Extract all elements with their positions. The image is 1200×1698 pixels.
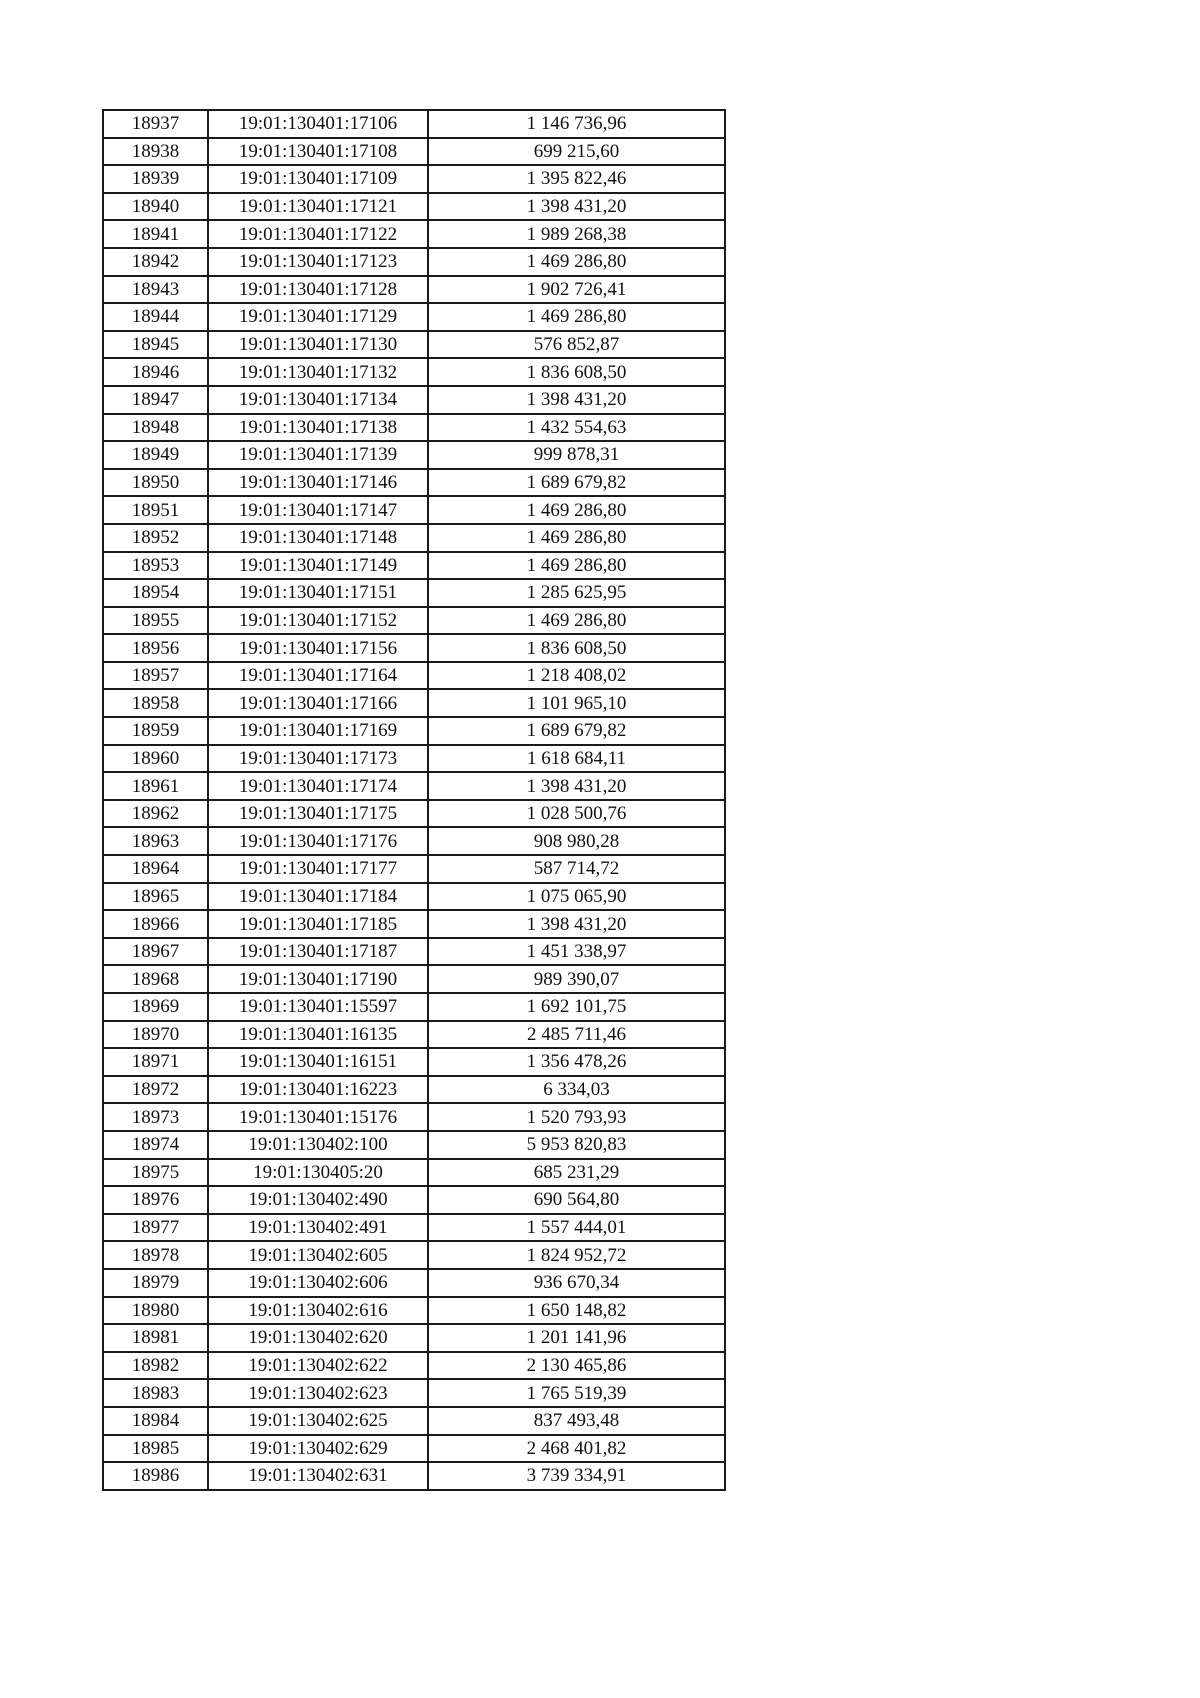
value-cell: 1 395 822,46 (428, 165, 725, 193)
table-row (103, 938, 725, 966)
value-cell: 1 765 519,39 (428, 1379, 725, 1407)
cadastral-number-cell: 19:01:130401:17177 (208, 855, 428, 883)
value-cell: 1 902 726,41 (428, 276, 725, 304)
value-cell: 1 520 793,93 (428, 1103, 725, 1131)
value-cell: 1 398 431,20 (428, 386, 725, 414)
table-row (103, 552, 725, 580)
table-row (103, 193, 725, 221)
value-cell: 587 714,72 (428, 855, 725, 883)
cadastral-number-cell: 19:01:130401:17139 (208, 441, 428, 469)
cadastral-number-cell: 19:01:130401:17129 (208, 303, 428, 331)
table-row (103, 110, 725, 138)
table-row (103, 1048, 725, 1076)
table-row (103, 496, 725, 524)
cadastral-number-cell: 19:01:130402:616 (208, 1297, 428, 1325)
cadastral-number-cell: 19:01:130402:622 (208, 1352, 428, 1380)
cadastral-number-cell: 19:01:130402:490 (208, 1186, 428, 1214)
value-cell: 1 451 338,97 (428, 938, 725, 966)
cadastral-number-cell: 19:01:130401:17164 (208, 662, 428, 690)
table-row (103, 1131, 725, 1159)
value-cell: 1 689 679,82 (428, 469, 725, 497)
value-cell: 908 980,28 (428, 827, 725, 855)
value-cell: 699 215,60 (428, 138, 725, 166)
cadastral-number-cell: 19:01:130401:17166 (208, 689, 428, 717)
cadastral-number-cell: 19:01:130401:17152 (208, 607, 428, 635)
table-row (103, 386, 725, 414)
row-number-cell: 18962 (103, 800, 208, 828)
value-cell: 1 432 554,63 (428, 414, 725, 442)
value-cell: 1 469 286,80 (428, 607, 725, 635)
value-cell: 6 334,03 (428, 1076, 725, 1104)
cadastral-number-cell: 19:01:130402:623 (208, 1379, 428, 1407)
cadastral-number-cell: 19:01:130401:17123 (208, 248, 428, 276)
row-number-cell: 18948 (103, 414, 208, 442)
value-cell: 1 692 101,75 (428, 993, 725, 1021)
value-cell: 1 989 268,38 (428, 220, 725, 248)
row-number-cell: 18945 (103, 331, 208, 359)
value-cell: 1 356 478,26 (428, 1048, 725, 1076)
table-row (103, 1269, 725, 1297)
row-number-cell: 18944 (103, 303, 208, 331)
row-number-cell: 18985 (103, 1435, 208, 1463)
row-number-cell: 18960 (103, 745, 208, 773)
cadastral-number-cell: 19:01:130401:16135 (208, 1021, 428, 1049)
cadastral-number-cell: 19:01:130401:15176 (208, 1103, 428, 1131)
cadastral-number-cell: 19:01:130401:16223 (208, 1076, 428, 1104)
cadastral-number-cell: 19:01:130401:17184 (208, 883, 428, 911)
cadastral-number-cell: 19:01:130401:17174 (208, 772, 428, 800)
table-body (103, 110, 725, 1490)
value-cell: 1 824 952,72 (428, 1241, 725, 1269)
value-cell: 1 398 431,20 (428, 910, 725, 938)
cadastral-number-cell: 19:01:130401:17109 (208, 165, 428, 193)
cadastral-number-cell: 19:01:130401:17106 (208, 110, 428, 138)
table-row (103, 910, 725, 938)
row-number-cell: 18942 (103, 248, 208, 276)
value-cell: 1 285 625,95 (428, 579, 725, 607)
value-cell: 999 878,31 (428, 441, 725, 469)
cadastral-number-cell: 19:01:130401:17146 (208, 469, 428, 497)
row-number-cell: 18979 (103, 1269, 208, 1297)
cadastral-number-cell: 19:01:130401:17176 (208, 827, 428, 855)
row-number-cell: 18986 (103, 1462, 208, 1490)
value-cell: 1 618 684,11 (428, 745, 725, 773)
table-row (103, 662, 725, 690)
table-row (103, 1352, 725, 1380)
value-cell: 2 485 711,46 (428, 1021, 725, 1049)
table-row (103, 745, 725, 773)
row-number-cell: 18938 (103, 138, 208, 166)
value-cell: 1 557 444,01 (428, 1214, 725, 1242)
table-row (103, 331, 725, 359)
table-row (103, 303, 725, 331)
table-row (103, 1214, 725, 1242)
table-row (103, 358, 725, 386)
table-row (103, 1379, 725, 1407)
table-row (103, 276, 725, 304)
value-cell: 1 218 408,02 (428, 662, 725, 690)
row-number-cell: 18983 (103, 1379, 208, 1407)
row-number-cell: 18952 (103, 524, 208, 552)
cadastral-number-cell: 19:01:130401:17148 (208, 524, 428, 552)
row-number-cell: 18954 (103, 579, 208, 607)
table-row (103, 772, 725, 800)
row-number-cell: 18974 (103, 1131, 208, 1159)
value-cell: 1 836 608,50 (428, 358, 725, 386)
value-cell: 1 028 500,76 (428, 800, 725, 828)
row-number-cell: 18980 (103, 1297, 208, 1325)
row-number-cell: 18976 (103, 1186, 208, 1214)
row-number-cell: 18963 (103, 827, 208, 855)
value-cell: 1 650 148,82 (428, 1297, 725, 1325)
cadastral-number-cell: 19:01:130401:17149 (208, 552, 428, 580)
cadastral-number-cell: 19:01:130402:620 (208, 1324, 428, 1352)
row-number-cell: 18939 (103, 165, 208, 193)
row-number-cell: 18953 (103, 552, 208, 580)
cadastral-number-cell: 19:01:130402:631 (208, 1462, 428, 1490)
table-row (103, 827, 725, 855)
table-row (103, 993, 725, 1021)
row-number-cell: 18982 (103, 1352, 208, 1380)
cadastral-number-cell: 19:01:130405:20 (208, 1159, 428, 1187)
table-row (103, 1021, 725, 1049)
value-cell: 1 469 286,80 (428, 552, 725, 580)
row-number-cell: 18978 (103, 1241, 208, 1269)
value-cell: 989 390,07 (428, 965, 725, 993)
value-cell: 1 469 286,80 (428, 303, 725, 331)
cadastral-number-cell: 19:01:130401:17108 (208, 138, 428, 166)
table-row (103, 1186, 725, 1214)
table-row (103, 717, 725, 745)
row-number-cell: 18947 (103, 386, 208, 414)
cadastral-number-cell: 19:01:130401:17134 (208, 386, 428, 414)
table-row (103, 1435, 725, 1463)
row-number-cell: 18977 (103, 1214, 208, 1242)
cadastral-number-cell: 19:01:130401:17190 (208, 965, 428, 993)
table-row (103, 441, 725, 469)
value-cell: 3 739 334,91 (428, 1462, 725, 1490)
cadastral-number-cell: 19:01:130401:17122 (208, 220, 428, 248)
cadastral-number-cell: 19:01:130402:605 (208, 1241, 428, 1269)
row-number-cell: 18971 (103, 1048, 208, 1076)
table-row (103, 607, 725, 635)
row-number-cell: 18973 (103, 1103, 208, 1131)
table-row (103, 855, 725, 883)
row-number-cell: 18975 (103, 1159, 208, 1187)
value-cell: 1 398 431,20 (428, 772, 725, 800)
table-row (103, 220, 725, 248)
cadastral-number-cell: 19:01:130402:606 (208, 1269, 428, 1297)
row-number-cell: 18968 (103, 965, 208, 993)
cadastral-number-cell: 19:01:130402:629 (208, 1435, 428, 1463)
cadastral-number-cell: 19:01:130402:100 (208, 1131, 428, 1159)
value-cell: 1 146 736,96 (428, 110, 725, 138)
row-number-cell: 18957 (103, 662, 208, 690)
value-cell: 1 075 065,90 (428, 883, 725, 911)
row-number-cell: 18946 (103, 358, 208, 386)
cadastral-number-cell: 19:01:130402:625 (208, 1407, 428, 1435)
value-cell: 685 231,29 (428, 1159, 725, 1187)
row-number-cell: 18966 (103, 910, 208, 938)
value-cell: 936 670,34 (428, 1269, 725, 1297)
row-number-cell: 18969 (103, 993, 208, 1021)
row-number-cell: 18981 (103, 1324, 208, 1352)
value-cell: 576 852,87 (428, 331, 725, 359)
row-number-cell: 18972 (103, 1076, 208, 1104)
row-number-cell: 18950 (103, 469, 208, 497)
table-row (103, 965, 725, 993)
row-number-cell: 18956 (103, 634, 208, 662)
table-row (103, 1103, 725, 1131)
cadastral-number-cell: 19:01:130402:491 (208, 1214, 428, 1242)
cadastral-number-cell: 19:01:130401:17130 (208, 331, 428, 359)
value-cell: 2 468 401,82 (428, 1435, 725, 1463)
value-cell: 1 469 286,80 (428, 496, 725, 524)
row-number-cell: 18984 (103, 1407, 208, 1435)
table-row (103, 248, 725, 276)
cadastral-number-cell: 19:01:130401:17151 (208, 579, 428, 607)
table-row (103, 1407, 725, 1435)
value-cell: 1 201 141,96 (428, 1324, 725, 1352)
cadastral-number-cell: 19:01:130401:17132 (208, 358, 428, 386)
row-number-cell: 18964 (103, 855, 208, 883)
row-number-cell: 18955 (103, 607, 208, 635)
value-cell: 2 130 465,86 (428, 1352, 725, 1380)
cadastral-number-cell: 19:01:130401:15597 (208, 993, 428, 1021)
value-cell: 1 101 965,10 (428, 689, 725, 717)
table-row (103, 1297, 725, 1325)
cadastral-number-cell: 19:01:130401:17175 (208, 800, 428, 828)
row-number-cell: 18961 (103, 772, 208, 800)
table-row (103, 524, 725, 552)
row-number-cell: 18970 (103, 1021, 208, 1049)
table-row (103, 634, 725, 662)
value-cell: 1 398 431,20 (428, 193, 725, 221)
cadastral-number-cell: 19:01:130401:17173 (208, 745, 428, 773)
table-row (103, 469, 725, 497)
data-table (102, 109, 726, 1491)
table-row (103, 579, 725, 607)
table-row (103, 800, 725, 828)
value-cell: 1 689 679,82 (428, 717, 725, 745)
cadastral-number-cell: 19:01:130401:17147 (208, 496, 428, 524)
row-number-cell: 18941 (103, 220, 208, 248)
cadastral-number-cell: 19:01:130401:17187 (208, 938, 428, 966)
row-number-cell: 18965 (103, 883, 208, 911)
row-number-cell: 18949 (103, 441, 208, 469)
table-row (103, 1159, 725, 1187)
table-row (103, 883, 725, 911)
table-row (103, 1462, 725, 1490)
cadastral-number-cell: 19:01:130401:17121 (208, 193, 428, 221)
value-cell: 1 469 286,80 (428, 248, 725, 276)
value-cell: 1 469 286,80 (428, 524, 725, 552)
row-number-cell: 18959 (103, 717, 208, 745)
value-cell: 837 493,48 (428, 1407, 725, 1435)
table-row (103, 1076, 725, 1104)
cadastral-number-cell: 19:01:130401:17185 (208, 910, 428, 938)
cadastral-number-cell: 19:01:130401:16151 (208, 1048, 428, 1076)
table-row (103, 414, 725, 442)
table-row (103, 165, 725, 193)
row-number-cell: 18937 (103, 110, 208, 138)
cadastral-number-cell: 19:01:130401:17128 (208, 276, 428, 304)
value-cell: 5 953 820,83 (428, 1131, 725, 1159)
row-number-cell: 18943 (103, 276, 208, 304)
row-number-cell: 18958 (103, 689, 208, 717)
table-row (103, 689, 725, 717)
value-cell: 690 564,80 (428, 1186, 725, 1214)
table-row (103, 1324, 725, 1352)
cadastral-number-cell: 19:01:130401:17169 (208, 717, 428, 745)
row-number-cell: 18967 (103, 938, 208, 966)
row-number-cell: 18951 (103, 496, 208, 524)
cadastral-number-cell: 19:01:130401:17138 (208, 414, 428, 442)
table-row (103, 1241, 725, 1269)
cadastral-number-cell: 19:01:130401:17156 (208, 634, 428, 662)
row-number-cell: 18940 (103, 193, 208, 221)
value-cell: 1 836 608,50 (428, 634, 725, 662)
table-row (103, 138, 725, 166)
